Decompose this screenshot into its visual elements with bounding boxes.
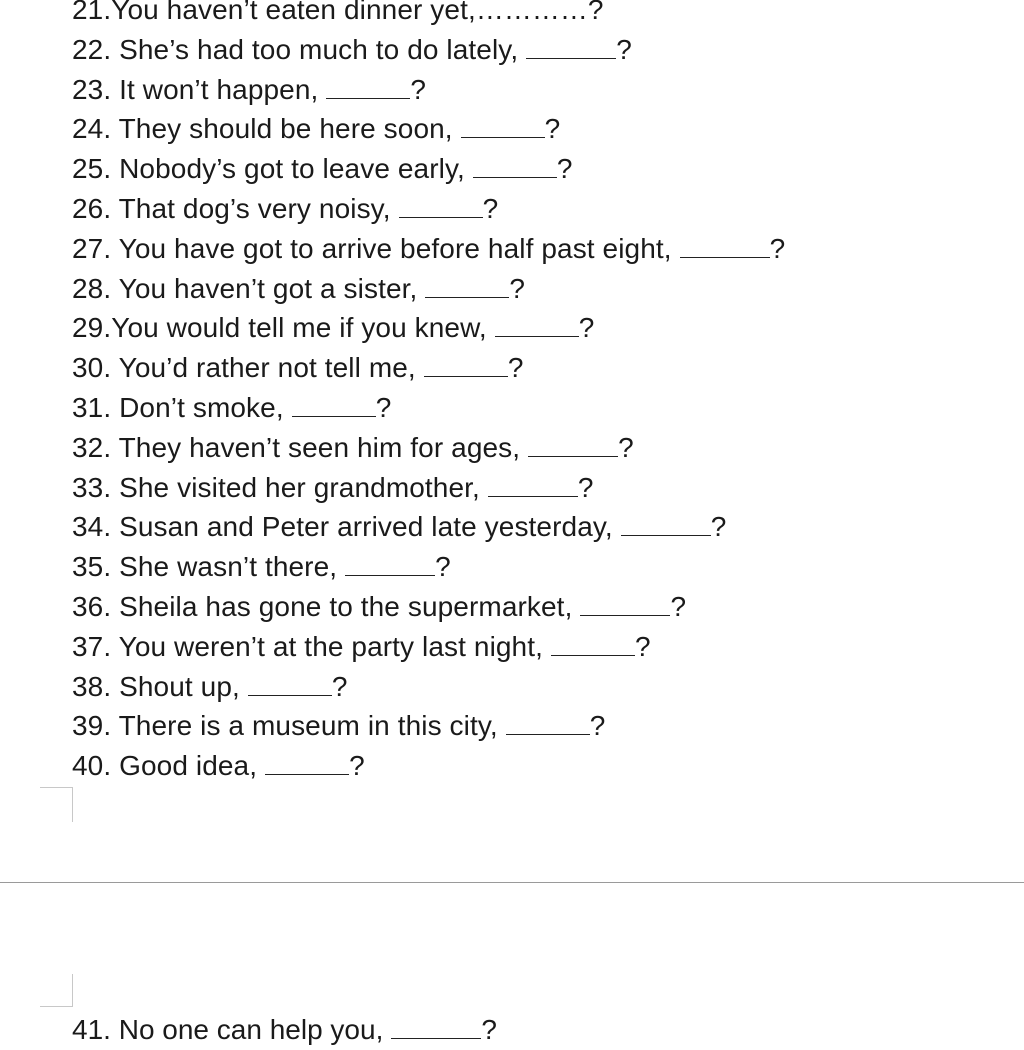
question-number: 33. (72, 471, 112, 503)
question-number: 37. (72, 630, 112, 662)
question-mark: ? (635, 630, 651, 662)
question-number: 41. (72, 1014, 111, 1045)
answer-blank[interactable] (488, 496, 578, 497)
question-text: You weren’t at the party last night, (111, 630, 543, 662)
page-corner-mark-bottom (40, 974, 73, 1007)
question-mark: ? (616, 33, 632, 65)
question-item (72, 30, 785, 70)
question-number: 36. (72, 590, 112, 622)
question-number: 25. (72, 153, 112, 185)
page-corner-mark-top (40, 787, 73, 822)
question-mark: ? (769, 232, 786, 264)
question-text: It won’t happen, (111, 73, 319, 105)
question-number: 34. (72, 511, 112, 543)
question-number: 39. (72, 710, 112, 742)
question-number: 28. (72, 272, 112, 304)
question-item (72, 229, 785, 269)
question-item (72, 547, 785, 587)
question-text: They should be here soon, (111, 113, 453, 145)
question-item (72, 667, 785, 707)
question-mark: ? (556, 153, 573, 185)
question-text: She wasn’t there, (111, 551, 338, 583)
question-item (72, 189, 785, 229)
question-text: That dog’s very noisy, (111, 192, 391, 224)
question-number: 29. (72, 312, 112, 344)
answer-blank[interactable] (461, 137, 545, 138)
question-item (72, 0, 785, 30)
question-item (72, 507, 785, 547)
question-mark: ? (589, 710, 606, 742)
question-text: Susan and Peter arrived late yesterday, (111, 511, 613, 543)
question-mark: ? (482, 192, 499, 224)
answer-blank[interactable] (580, 615, 670, 616)
question-text: There is a museum in this city, (111, 710, 498, 742)
answer-blank[interactable] (399, 217, 483, 218)
question-item (72, 149, 785, 189)
question-item (72, 587, 785, 627)
question-item (72, 1010, 497, 1050)
answer-blank[interactable] (506, 734, 590, 735)
question-mark: ? (349, 750, 365, 782)
answer-blank[interactable] (345, 575, 435, 576)
question-mark: ? (578, 312, 595, 344)
question-number: 21. (72, 0, 112, 25)
question-item (72, 706, 785, 746)
question-number: 38. (72, 670, 112, 702)
question-mark: ? (331, 670, 348, 702)
answer-blank[interactable] (621, 535, 711, 536)
answer-blank[interactable] (495, 336, 579, 337)
question-number: 24. (72, 113, 112, 145)
page-break-line (0, 882, 1024, 883)
answer-blank[interactable] (391, 1038, 481, 1039)
question-number: 31. (72, 391, 112, 423)
answer-blank[interactable] (425, 297, 509, 298)
question-blank[interactable]: ………… (475, 0, 588, 25)
question-item (72, 348, 785, 388)
question-list (72, 0, 785, 786)
question-mark: ? (710, 511, 727, 543)
answer-blank[interactable] (680, 257, 770, 258)
question-mark: ? (577, 471, 594, 503)
question-text: You’d rather not tell me, (111, 352, 416, 384)
question-item (72, 468, 785, 508)
question-text: You haven’t eaten dinner yet, (111, 0, 476, 25)
question-item (72, 627, 785, 667)
question-number: 32. (72, 431, 112, 463)
question-text: She visited her grandmother, (111, 471, 480, 503)
question-mark: ? (618, 431, 634, 463)
question-mark: ? (410, 73, 427, 105)
question-text: No one can help you, (110, 1014, 384, 1045)
question-number: 26. (72, 192, 112, 224)
question-number: 40. (72, 750, 112, 782)
question-text: You haven’t got a sister, (111, 272, 418, 304)
question-mark: ? (544, 113, 561, 145)
question-text: Don’t smoke, (111, 391, 284, 423)
question-item (72, 308, 785, 348)
question-text: Shout up, (111, 670, 240, 702)
question-mark: ? (375, 391, 392, 423)
answer-blank[interactable] (265, 774, 349, 775)
question-text: They haven’t seen him for ages, (111, 431, 521, 463)
question-item (72, 109, 785, 149)
question-item (72, 428, 785, 468)
question-text: Good idea, (111, 750, 258, 782)
question-number: 23. (72, 73, 112, 105)
question-text: You have got to arrive before half past eight, (111, 232, 672, 264)
question-item (72, 746, 785, 786)
question-number: 22. (72, 33, 112, 65)
answer-blank[interactable] (551, 655, 635, 656)
answer-blank[interactable] (326, 98, 410, 99)
question-number: 27. (72, 232, 112, 264)
answer-blank[interactable] (292, 416, 376, 417)
question-mark: ? (670, 590, 687, 622)
answer-blank[interactable] (526, 58, 616, 59)
question-item (72, 269, 785, 309)
question-mark: ? (507, 352, 524, 384)
question-mark: ? (481, 1014, 497, 1045)
question-text: Nobody’s got to leave early, (111, 153, 465, 185)
answer-blank[interactable] (248, 695, 332, 696)
question-text: She’s had too much to do lately, (111, 33, 519, 65)
answer-blank[interactable] (424, 376, 508, 377)
question-number: 35. (72, 551, 112, 583)
answer-blank[interactable] (528, 456, 618, 457)
question-item (72, 70, 785, 110)
question-mark: ? (509, 272, 526, 304)
question-number: 30. (72, 352, 112, 384)
question-mark: ? (435, 551, 451, 583)
question-text: You would tell me if you knew, (111, 312, 487, 344)
question-item (72, 388, 785, 428)
question-mark: ? (587, 0, 604, 25)
question-text: Sheila has gone to the supermarket, (111, 590, 573, 622)
answer-blank[interactable] (473, 177, 557, 178)
